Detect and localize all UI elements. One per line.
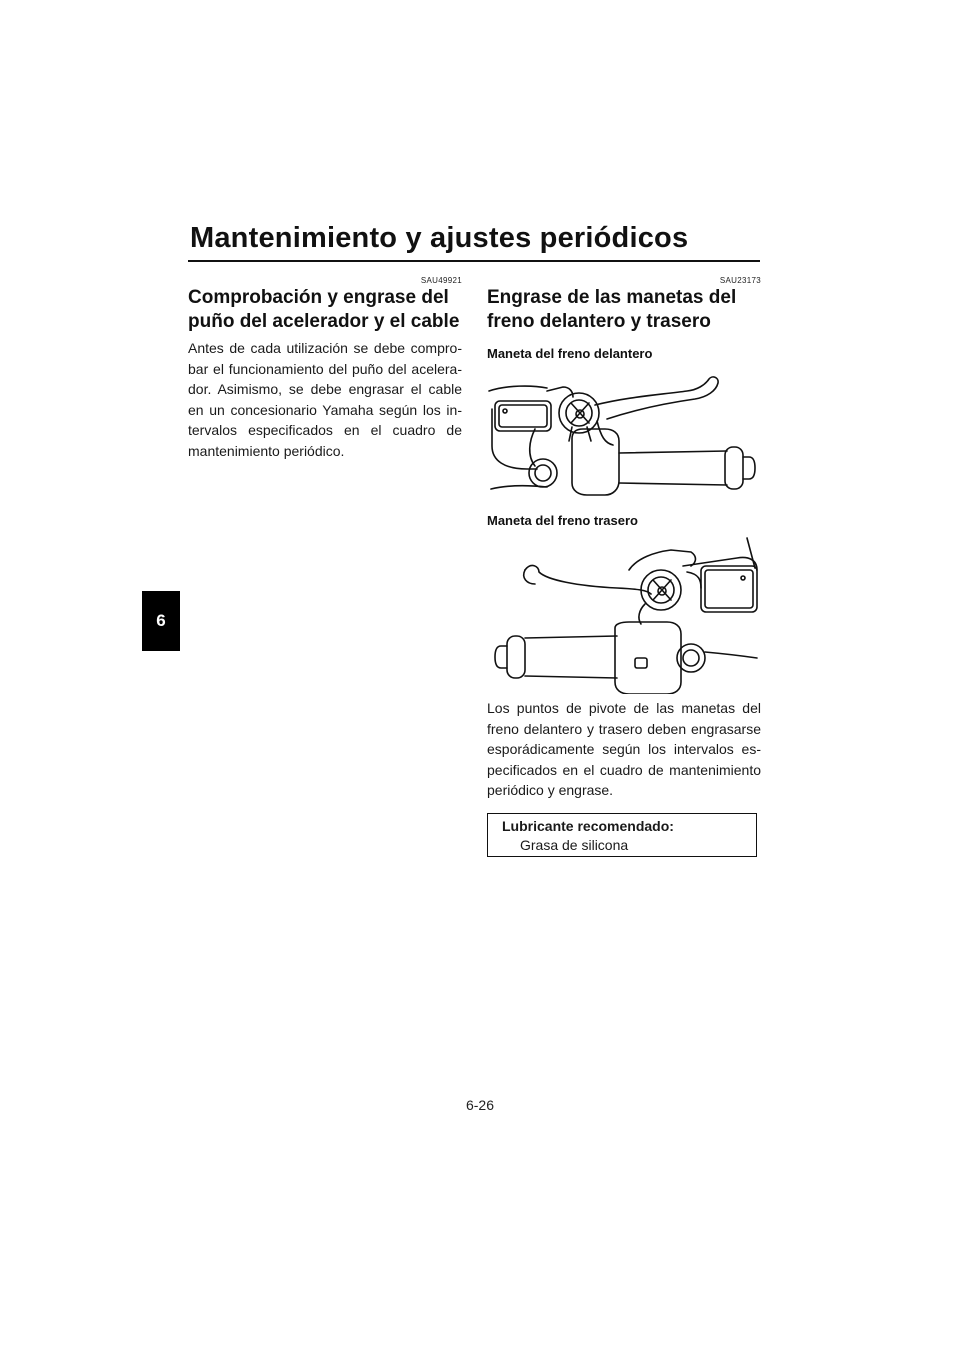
lubricant-spec-box [487, 813, 757, 857]
header-rule [188, 260, 760, 262]
chapter-tab [142, 591, 180, 651]
front-brake-lever-illustration [487, 361, 761, 501]
lubricant-value: Grasa de silicona [520, 836, 629, 853]
right-section-code: SAU23173 [719, 276, 761, 285]
right-section-title: Engrase de las manetas del freno delantero y trasero [487, 287, 737, 332]
lubricant-label: Lubricante recomendado: [502, 817, 674, 834]
left-column [188, 276, 462, 461]
left-section-code: SAU49921 [420, 276, 462, 285]
chapter-tab-number: 6 [156, 611, 166, 630]
page-number: 6-26 [465, 1097, 495, 1113]
left-section-title: Comprobación y engrase del puño del acelerador y el cable [188, 287, 460, 332]
front-brake-subhead: Maneta del freno delantero [487, 346, 653, 361]
page-header-title: Mantenimiento y ajustes periódicos [190, 222, 689, 254]
right-section-body: Los puntos de pivote de las manetas del freno delantero y trasero deben engrasarse esporádicamente según los intervalos es-pecificados en el cuadro de mantenimiento periódico y engrase. [487, 700, 761, 798]
right-column [487, 276, 761, 857]
rear-brake-subhead: Maneta del freno trasero [487, 513, 638, 528]
left-section-body: Antes de cada utilización se debe compro-bar el funcionamiento del puño del acelera-dor. Asimismo, se debe engrasar el cable en un concesionario Yamaha según los in-tervalos especificados en el cuadro de mantenimiento periódico. [188, 340, 462, 459]
rear-brake-lever-illustration [487, 528, 761, 694]
